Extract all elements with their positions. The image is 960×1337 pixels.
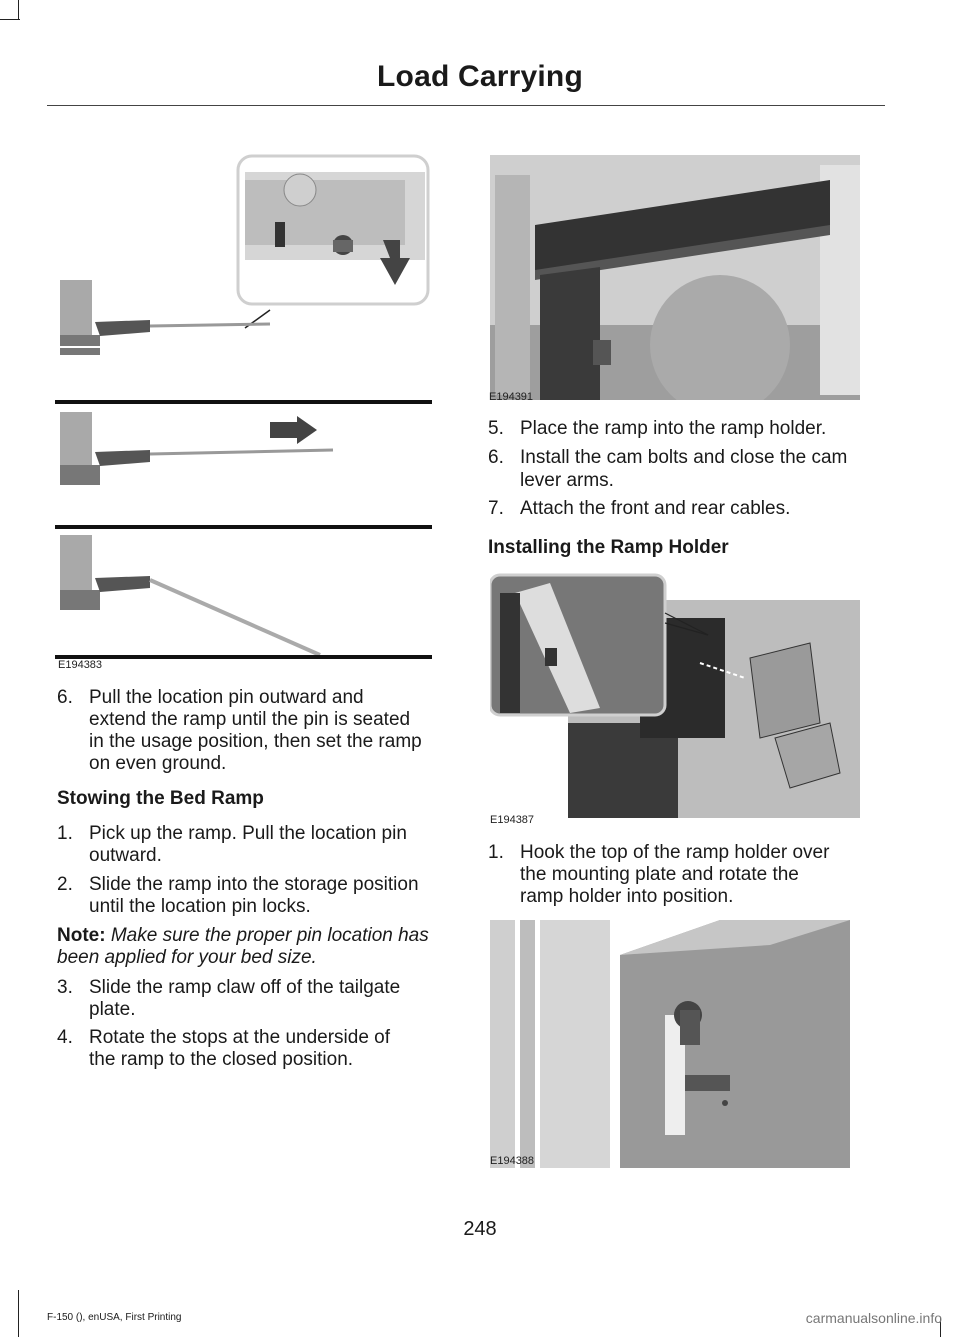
step-number: 4. [57, 1027, 73, 1048]
section-heading-installing-ramp-holder: Installing the Ramp Holder [488, 537, 729, 558]
step-text-line2: outward. [89, 845, 162, 866]
step-text-line1: Install the cam bolts and close the cam [520, 447, 848, 468]
step-number: 5. [488, 418, 504, 439]
step-text-line1: Slide the ramp claw off of the tailgate [89, 977, 401, 998]
ramp-pin-diagram [55, 150, 435, 665]
step-text-line3: in the usage position, then set the ramp [89, 731, 422, 752]
figure-id: E194388 [490, 1155, 535, 1167]
step-text-line1: Slide the ramp into the storage position [89, 874, 419, 895]
step-text-line2: the mounting plate and rotate the [520, 864, 799, 885]
step-text-line2: lever arms. [520, 470, 614, 491]
step-text-line1: Rotate the stops at the underside of [89, 1027, 391, 1048]
step-number: 6. [57, 687, 73, 708]
step-number: 3. [57, 977, 73, 998]
step-text-line2: extend the ramp until the pin is seated [89, 709, 411, 730]
step-text-line2: until the location pin locks. [89, 896, 311, 917]
step-number: 7. [488, 498, 504, 519]
ramp-holder-install-image [490, 573, 860, 818]
step-number: 2. [57, 874, 73, 895]
crop-mark-bottom-left-v [18, 1290, 19, 1337]
step-text-line1: Pull the location pin outward and [89, 687, 364, 708]
step-number: 1. [488, 842, 504, 863]
step-number: 6. [488, 447, 504, 468]
page-title: Load Carrying [377, 60, 583, 93]
figure-id: E194391 [489, 391, 534, 403]
step-number: 1. [57, 823, 73, 844]
note-text-line2: been applied for your bed size. [57, 947, 317, 968]
note-text-line1: Make sure the proper pin location has [110, 925, 429, 946]
step-text-line2: the ramp to the closed position. [89, 1049, 354, 1070]
figure-id: E194387 [490, 814, 535, 826]
watermark: carmanualsonline.info [805, 1310, 942, 1326]
note-paragraph [57, 925, 457, 969]
crop-mark-top-left-h [0, 19, 20, 20]
header-rule [47, 105, 885, 106]
note-label: Note: [57, 925, 106, 946]
step-text-line2: plate. [89, 999, 136, 1020]
step-text-line3: ramp holder into position. [520, 886, 734, 907]
step-text: Place the ramp into the ramp holder. [520, 418, 827, 439]
step-text-line4: on even ground. [89, 753, 227, 774]
edition-footer: F-150 (), enUSA, First Printing [47, 1312, 182, 1323]
crop-mark-top-left-v [18, 0, 19, 20]
step-text-line1: Pick up the ramp. Pull the location pin [89, 823, 407, 844]
figure-id: E194383 [58, 659, 103, 671]
section-heading-stowing-bed-ramp: Stowing the Bed Ramp [57, 788, 264, 809]
page-number: 248 [463, 1218, 497, 1240]
ramp-in-holder-image [490, 155, 860, 400]
step-text-line1: Hook the top of the ramp holder over [520, 842, 830, 863]
step-text: Attach the front and rear cables. [520, 498, 791, 519]
holder-pin-closeup-image [490, 915, 860, 1168]
